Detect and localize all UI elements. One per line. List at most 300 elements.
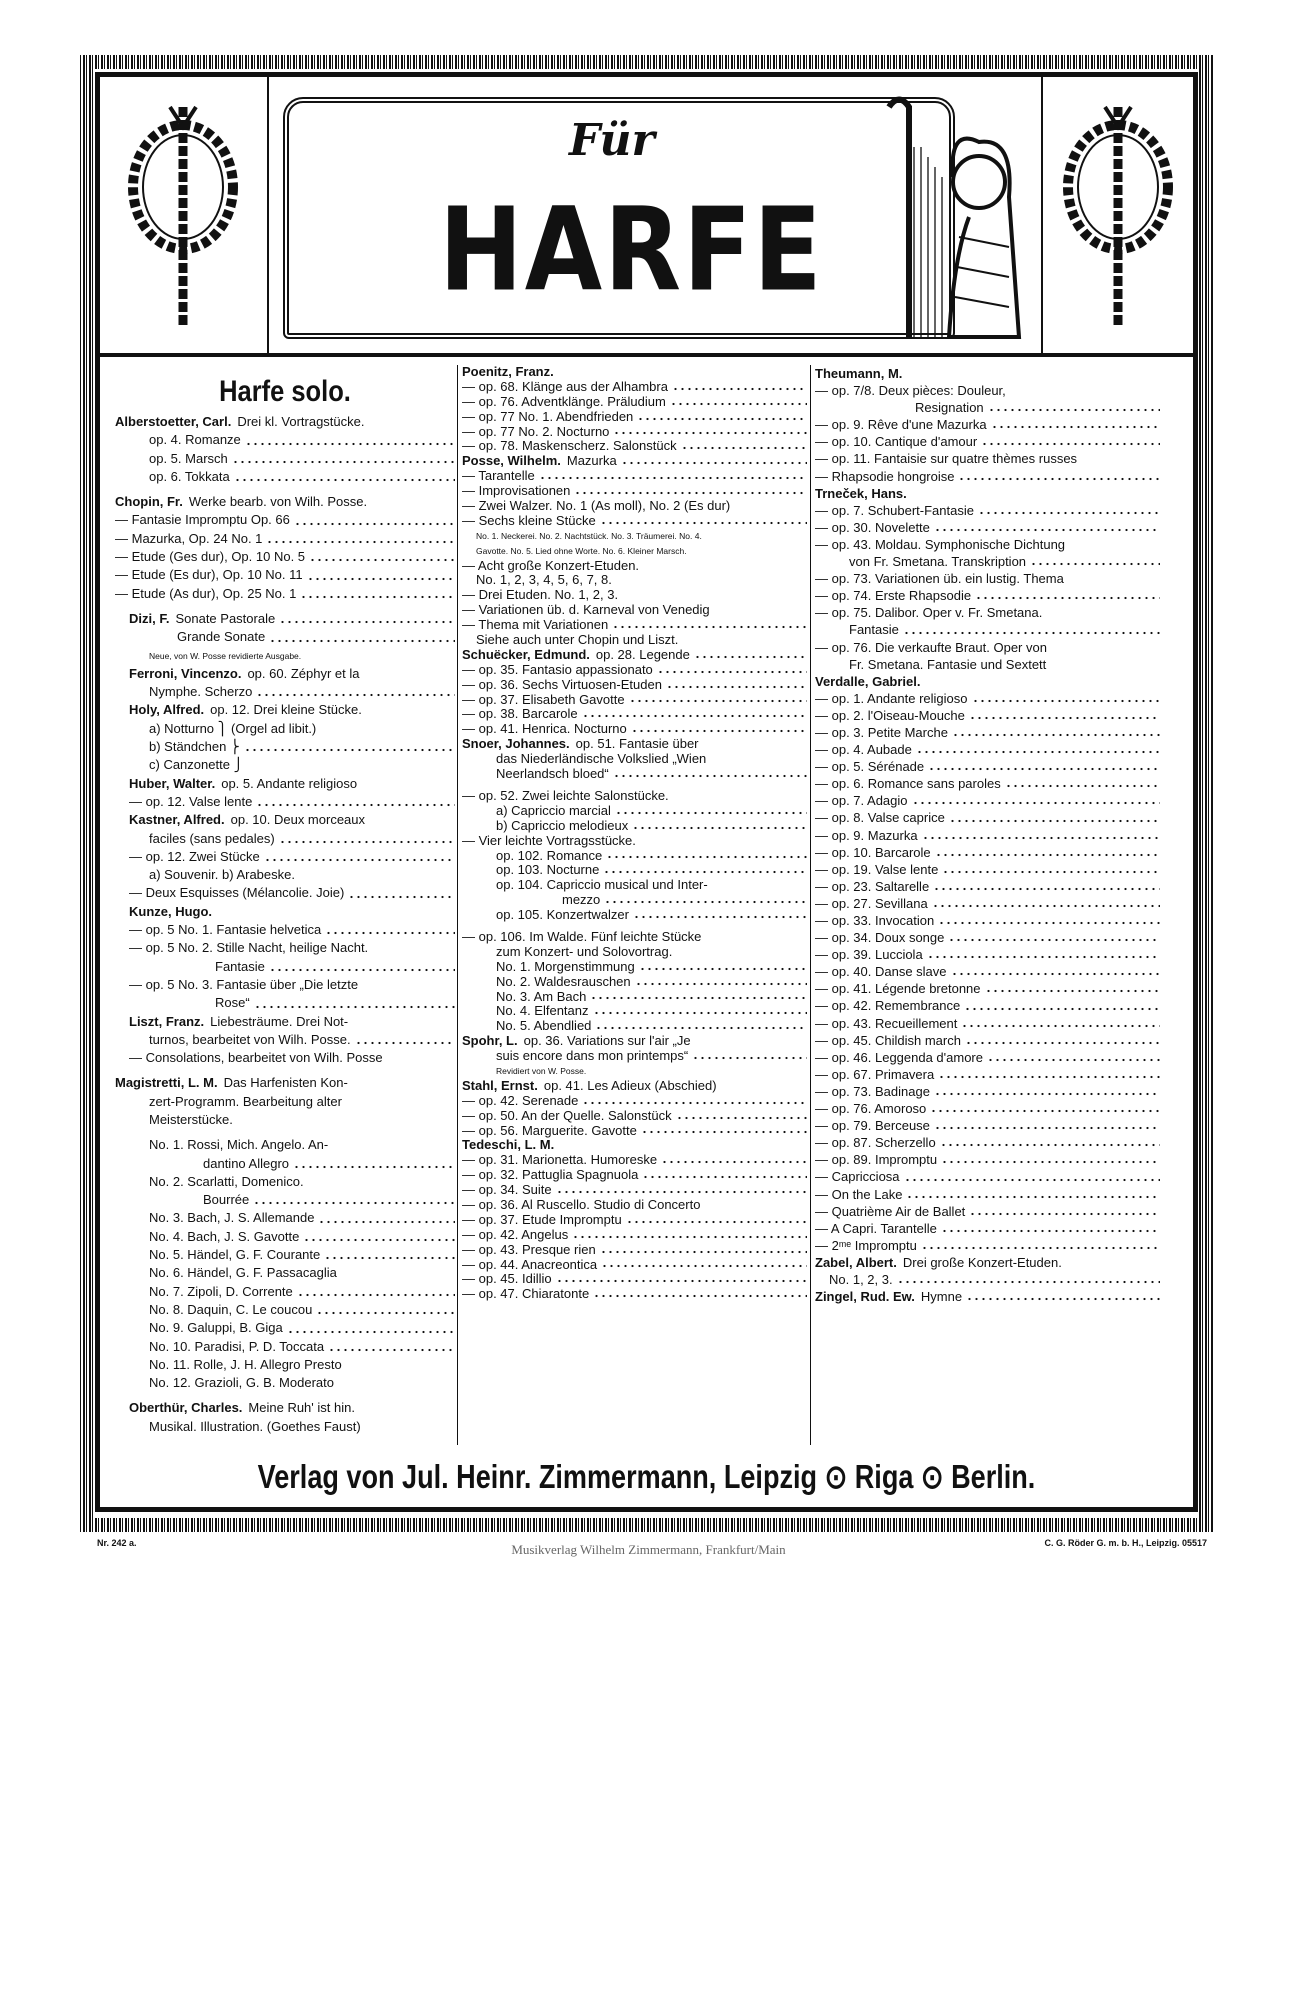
catalog-entry [115,585,455,603]
work-title: Meine Ruh' ist hin. [248,1400,355,1416]
dot-leader [632,819,807,834]
catalog-entry [115,566,455,584]
dot-leader [639,960,807,975]
dot-leader [969,1203,1160,1220]
composer-entry [462,648,807,663]
dot-leader [593,1004,808,1019]
work-title: — op. 37. Etude Impromptu [462,1212,622,1227]
work-title: Neue, von W. Posse revidierte Ausgabe. [149,650,302,661]
dot-leader [254,994,455,1012]
work-title: No. 4. Bach, J. S. Gavotte [149,1228,300,1244]
dot-leader [964,997,1160,1014]
work-title: — op. 43. Moldau. Symphonische Dichtung [815,536,1066,552]
work-title: a) Capriccio marcial [496,803,611,818]
composer-name: Magistretti, L. M. [115,1075,218,1091]
composer-name: Alberstoetter, Carl. [115,414,232,429]
work-title: — op. 6. Romance sans paroles [815,776,1001,792]
catalog-entry [462,693,807,708]
work-title: — op. 73. Badinage [815,1083,930,1099]
work-title: — op. 40. Danse slave [815,964,947,980]
dot-leader [988,399,1160,416]
work-title: — op. 32. Pattuglia Spagnuola [462,1168,639,1183]
catalog-entry [815,1066,1160,1083]
work-title: No. 1, 2, 3. [829,1271,893,1287]
catalog-entry [462,849,807,864]
catalog-entry [115,1191,455,1209]
dot-leader [355,1031,455,1049]
work-title: Drei große Konzert-Etuden. [902,1254,1062,1270]
work-title: — op. 1. Andante religioso [815,690,968,706]
catalog-entry [115,1264,455,1282]
dot-leader [234,468,455,486]
catalog-entry [462,1109,807,1124]
catalog-column-2 [462,365,807,1302]
catalog-entry [462,1019,807,1034]
header-right-ornament [1041,77,1193,357]
composer-name: Ferroni, Vincenzo. [129,665,242,681]
dealer-stamp: Musikverlag Wilhelm Zimmermann, Frankfurt/Main [511,1542,786,1557]
composer-name: Kunze, Hugo. [129,903,213,919]
dot-leader [604,893,807,908]
catalog-entry [462,863,807,878]
composer-entry [815,365,1160,382]
work-title: — op. 56. Marguerite. Gavotte [462,1123,637,1138]
work-title: — op. 5 No. 1. Fantasie helvetica [129,922,322,938]
dot-leader [600,1243,807,1258]
work-title: Grande Sonate [177,629,266,645]
dot-leader [934,519,1160,536]
work-title: Mazurka [566,454,617,469]
catalog-entry [462,544,807,559]
printer-imprint: C. G. Röder G. m. b. H., Leipzig. 05517 [1044,1538,1207,1548]
catalog-entry [815,980,1160,997]
work-title: a) Notturno ⎫ (Orgel ad libit.) [149,720,317,736]
dot-leader [972,690,1161,707]
catalog-entry [815,621,1160,638]
work-title: — op. 42. Remembrance [815,998,961,1014]
catalog-entry [815,433,1160,450]
dot-leader [948,929,1160,946]
composer-entry [115,775,455,793]
dot-leader [969,707,1160,724]
dot-leader [912,792,1160,809]
dot-leader [903,621,1160,638]
dot-leader [942,861,1160,878]
work-title: Fantasie [849,622,899,638]
catalog-entry [115,450,455,468]
work-title: — op. 12. Zwei Stücke [129,848,260,864]
work-title: No. 6. Händel, G. F. Passacaglia [149,1265,337,1281]
work-title: — op. 7. Adagio [815,793,908,809]
dot-leader [300,585,455,603]
catalog-entry [815,1203,1160,1220]
catalog-entry [115,958,455,976]
work-title: — Etude (Ges dur), Op. 10 No. 5 [115,549,306,565]
composer-entry [462,737,807,752]
composer-entry [115,665,455,683]
catalog-entry [815,929,1160,946]
catalog-entry [115,1136,455,1154]
dot-leader [938,912,1160,929]
work-title: — Mazurka, Op. 24 No. 1 [115,530,263,546]
work-title: b) Ständchen ⎬ [149,739,240,755]
catalog-entry [462,834,807,849]
work-title: Hymne [920,1289,963,1305]
catalog-entry [115,921,455,939]
work-title: — op. 78. Maskenscherz. Salonstück [462,439,677,454]
catalog-entry [462,893,807,908]
catalog-entry [462,439,807,454]
dot-leader [965,1032,1160,1049]
work-title: — op. 42. Angelus [462,1227,569,1242]
work-title: — Improvisationen [462,484,571,499]
work-title: — Vier leichte Vortragsstücke. [462,833,636,848]
composer-name: Posse, Wilhelm. [462,454,561,469]
composer-entry [815,673,1160,690]
catalog-entry [462,1228,807,1243]
catalog-entry [815,604,1160,621]
catalog-entry [115,1093,455,1111]
catalog-entry [115,1209,455,1227]
work-title: — op. 5. Sérénade [815,759,925,775]
work-title: op. 60. Zéphyr et la [247,665,360,681]
work-title: — Capricciosa [815,1169,900,1185]
composer-entry [115,1074,455,1092]
composer-entry [462,1034,807,1049]
dot-leader [975,587,1160,604]
composer-name: Verdalle, Gabriel. [815,673,921,689]
catalog-entry [815,502,1160,519]
publisher-line: Verlag von Jul. Heinr. Zimmermann, Leipzig ⊙ Riga ⊙ Berlin. [257,1458,1036,1495]
catalog-entry [115,1319,455,1337]
work-title: Nymphe. Scherzo [149,684,253,700]
dot-leader [642,1168,807,1183]
catalog-entry [462,1243,807,1258]
work-title: op. 36. Variations sur l'air „Je [523,1034,691,1049]
work-title: — Zwei Walzer. No. 1 (As moll), No. 2 (Es dur) [462,499,731,514]
composer-entry [462,365,807,380]
dot-leader [556,1183,807,1198]
catalog-entry [815,416,1160,433]
catalog-entry [115,511,455,529]
dot-leader [694,648,807,663]
work-title: No. 2. Waldesrauschen [496,974,631,989]
work-title: No. 1. Rossi, Mich. Angelo. An- [149,1137,329,1153]
dot-leader [1030,553,1160,570]
column-divider [810,365,811,1445]
dot-leader [906,1186,1160,1203]
work-title: No. 2. Scarlatti, Domenico. [149,1173,304,1189]
work-title: — op. 41. Henrica. Nocturno [462,722,627,737]
dot-leader [309,548,455,566]
dot-leader [933,878,1160,895]
catalog-entry [462,469,807,484]
dot-leader [966,1288,1160,1305]
composer-name: Tedeschi, L. M. [462,1138,555,1153]
dot-leader [949,809,1160,826]
work-title: — Deux Esquisses (Mélancolie. Joie) [129,885,345,901]
dot-leader [934,1083,1160,1100]
dot-leader [572,1228,807,1243]
work-title: — op. 10. Cantique d'amour [815,434,978,450]
section-title: Harfe solo. [219,375,351,408]
catalog-entry [462,588,807,603]
work-title: No. 8. Daquin, C. Le coucou [149,1301,313,1317]
composer-name: Schuëcker, Edmund. [462,647,590,662]
catalog-entry [462,1004,807,1019]
work-title: op. 102. Romance [496,848,603,863]
catalog-entry [815,399,1160,416]
catalog-entry [462,804,807,819]
catalog-entry [815,587,1160,604]
work-title: Bourrée [203,1192,250,1208]
catalog-entry [815,1134,1160,1151]
work-title: — op. 77 No. 1. Abendfrieden [462,409,634,424]
dot-leader [927,946,1160,963]
composer-name: Stahl, Ernst. [462,1078,538,1093]
composer-entry [115,701,455,719]
work-title: Revidiert von W. Posse. [496,1065,587,1076]
catalog-entry [115,1418,455,1436]
dot-leader [921,1237,1160,1254]
work-title: Werke bearb. von Wilh. Posse. [188,494,368,510]
catalog-entry [115,1155,455,1173]
dot-leader [941,1151,1160,1168]
dot-leader [256,793,455,811]
dot-leader [637,410,807,425]
catalog-entry [815,827,1160,844]
catalog-entry [815,758,1160,775]
dot-leader [266,530,455,548]
work-title: No. 5. Abendlied [496,1019,592,1034]
dot-leader [593,1287,807,1302]
dot-leader [318,1209,455,1227]
work-title: Siehe auch unter Chopin und Liszt. [476,633,679,648]
header-title-panel [269,77,1041,357]
work-title: — op. 38. Barcarole [462,707,578,722]
work-title: von Fr. Smetana. Transkription [849,554,1027,570]
catalog-entry [815,1083,1160,1100]
dot-leader [987,1049,1160,1066]
composer-name: Chopin, Fr. [115,494,183,510]
catalog-entry [462,603,807,618]
work-title: — Fantasie Impromptu Op. 66 [115,512,290,528]
work-title: Sonate Pastorale [175,610,276,626]
work-title: dantino Allegro [203,1155,290,1171]
work-title: op. 51. Fantasie über [575,737,699,752]
dot-leader [952,724,1160,741]
dot-leader [629,693,807,708]
dot-leader [348,884,455,902]
work-title: No. 12. Grazioli, G. B. Moderato [149,1375,334,1391]
catalog-entry [462,1183,807,1198]
catalog-entry [462,1258,807,1273]
dot-leader [626,1213,807,1228]
dot-leader [981,433,1160,450]
catalog-entry [815,1100,1160,1117]
catalog-entry [462,878,807,893]
work-title: — Consolations, bearbeitet von Wilh. Posse [129,1050,383,1066]
catalog-column-1 [115,365,455,1436]
catalog-entry [462,945,807,960]
dot-leader [676,1109,807,1124]
catalog-entry [462,1064,807,1079]
catalog-entry [115,756,455,774]
work-title: — op. 39. Lucciola [815,947,923,963]
catalog-entry [462,722,807,737]
catalog-entry [815,844,1160,861]
catalog-entry [815,792,1160,809]
title-harfe: HARFE [439,182,824,317]
work-title: No. 7. Zipoli, D. Corrente [149,1283,293,1299]
work-title: — op. 77 No. 2. Nocturno [462,424,610,439]
work-title: Neerlandsch bloed“ [496,767,609,782]
catalog-entry [815,536,1160,553]
catalog-entry [815,741,1160,758]
work-title: — op. 34. Doux songe [815,930,945,946]
composer-name: Trneček, Hans. [815,485,907,501]
work-title: — op. 44. Anacreontica [462,1257,598,1272]
catalog-entry [115,1111,455,1129]
dot-leader [934,1117,1160,1134]
work-title: zert-Programm. Bearbeitung alter [149,1093,342,1109]
work-title: faciles (sans pedales) [149,830,275,846]
work-title: — op. 23. Saltarelle [815,878,930,894]
work-title: — op. 31. Marionetta. Humoreske [462,1153,658,1168]
catalog-entry [462,573,807,588]
dot-leader [253,1191,455,1209]
work-title: — op. 3. Petite Marche [815,724,948,740]
dot-leader [539,469,807,484]
work-title: — op. 5 No. 2. Stille Nacht, heilige Nacht. [129,940,369,956]
catalog-entry [815,775,1160,792]
catalog-entry [815,450,1160,467]
dot-leader [938,1066,1160,1083]
catalog-entry [462,819,807,834]
work-title: — Variationen üb. d. Karneval von Venedig [462,603,710,618]
work-title: — op. 27. Sevillana [815,895,928,911]
dot-leader [601,1258,807,1273]
catalog-entry [462,663,807,678]
laurel-wreath-icon [1043,77,1193,353]
catalog-entry [462,960,807,975]
work-title: — A Capri. Tarantelle [815,1220,937,1236]
composer-entry [115,811,455,829]
work-title: — op. 50. An der Quelle. Salonstück [462,1108,672,1123]
work-title: — op. 76. Amoroso [815,1101,927,1117]
work-title: No. 4. Elfentanz [496,1004,589,1019]
work-title: — op. 34. Suite [462,1183,552,1198]
work-title: op. 4. Romanze [149,432,241,448]
work-title: — op. 67. Primavera [815,1066,935,1082]
work-title: — op. 7. Schubert-Fantasie [815,502,974,518]
dot-leader [941,1220,1160,1237]
work-title: — op. 7/8. Deux pièces: Douleur, [815,383,1006,399]
catalog-entry [815,1220,1160,1237]
dot-leader [932,895,1160,912]
catalog-entry [115,884,455,902]
catalog-entry [815,895,1160,912]
work-title: — Thema mit Variationen [462,618,609,633]
work-title: — op. 4. Aubade [815,742,912,758]
catalog-entry [815,809,1160,826]
catalog-entry [115,1049,455,1067]
work-title: mezzo [562,893,601,908]
work-title: — op. 76. Die verkaufte Braut. Oper von [815,639,1047,655]
composer-name: Kastner, Alfred. [129,812,225,828]
work-title: Drei kl. Vortragstücke. [237,414,365,429]
dot-leader [1005,775,1160,792]
catalog-entry [115,939,455,957]
dot-leader [657,663,807,678]
catalog-entry [115,1301,455,1319]
catalog-entry [462,1168,807,1183]
catalog-entry [115,1246,455,1264]
work-title: op. 103. Nocturne [496,863,600,878]
work-title: — op. 68. Klänge aus der Alhambra [462,379,668,394]
dot-leader [595,1019,807,1034]
catalog-entry [115,548,455,566]
composer-name: Snoer, Johannes. [462,737,570,752]
dot-leader [958,468,1160,485]
composer-entry [462,1079,807,1094]
work-title: — op. 52. Zwei leichte Salonstücke. [462,788,669,803]
catalog-entry [815,1032,1160,1049]
dot-leader [269,958,455,976]
dot-leader [635,975,807,990]
work-title: a) Souvenir. b) Arabeske. [149,867,295,883]
dot-leader [256,683,455,701]
dot-leader [633,908,807,923]
work-title: Meisterstücke. [149,1111,233,1127]
catalog-entry [462,484,807,499]
catalog-entry [815,570,1160,587]
column-divider [457,365,458,1445]
dot-leader [307,566,455,584]
work-title: Liebesträume. Drei Not- [210,1013,349,1029]
catalog-entry [462,1094,807,1109]
dot-leader [294,511,455,529]
dot-leader [297,1283,455,1301]
work-title: No. 3. Bach, J. S. Allemande [149,1210,315,1226]
catalog-entry [115,1031,455,1049]
work-title: No. 1. Neckerei. No. 2. Nachtstück. No. 3. Träumerei. No. 4. [476,530,702,541]
work-title: zum Konzert- und Solovortrag. [496,944,673,959]
composer-name: Poenitz, Franz. [462,365,554,379]
catalog-entry [115,866,455,884]
work-title: — 2ᵐᵉ Impromptu [815,1237,917,1253]
dot-leader [264,848,455,866]
dot-leader [661,1153,807,1168]
composer-name: Oberthür, Charles. [129,1400,243,1416]
catalog-entry [462,425,807,440]
catalog-entry [115,793,455,811]
work-title: No. 3. Am Bach [496,989,587,1004]
catalog-column-3 [815,365,1160,1305]
catalog-entry [462,395,807,410]
dot-leader [935,844,1160,861]
composer-name: Zabel, Albert. [815,1254,897,1270]
composer-entry [815,1288,1160,1305]
composer-entry [115,493,455,511]
catalog-entry [815,639,1160,656]
catalog-entry [115,468,455,486]
work-title: — op. 47. Chiaratonte [462,1287,590,1302]
plate-number: Nr. 242 a. [97,1538,137,1548]
work-title: Das Harfenisten Kon- [223,1075,348,1091]
work-title: — op. 9. Mazurka [815,827,918,843]
composer-entry [115,610,455,628]
